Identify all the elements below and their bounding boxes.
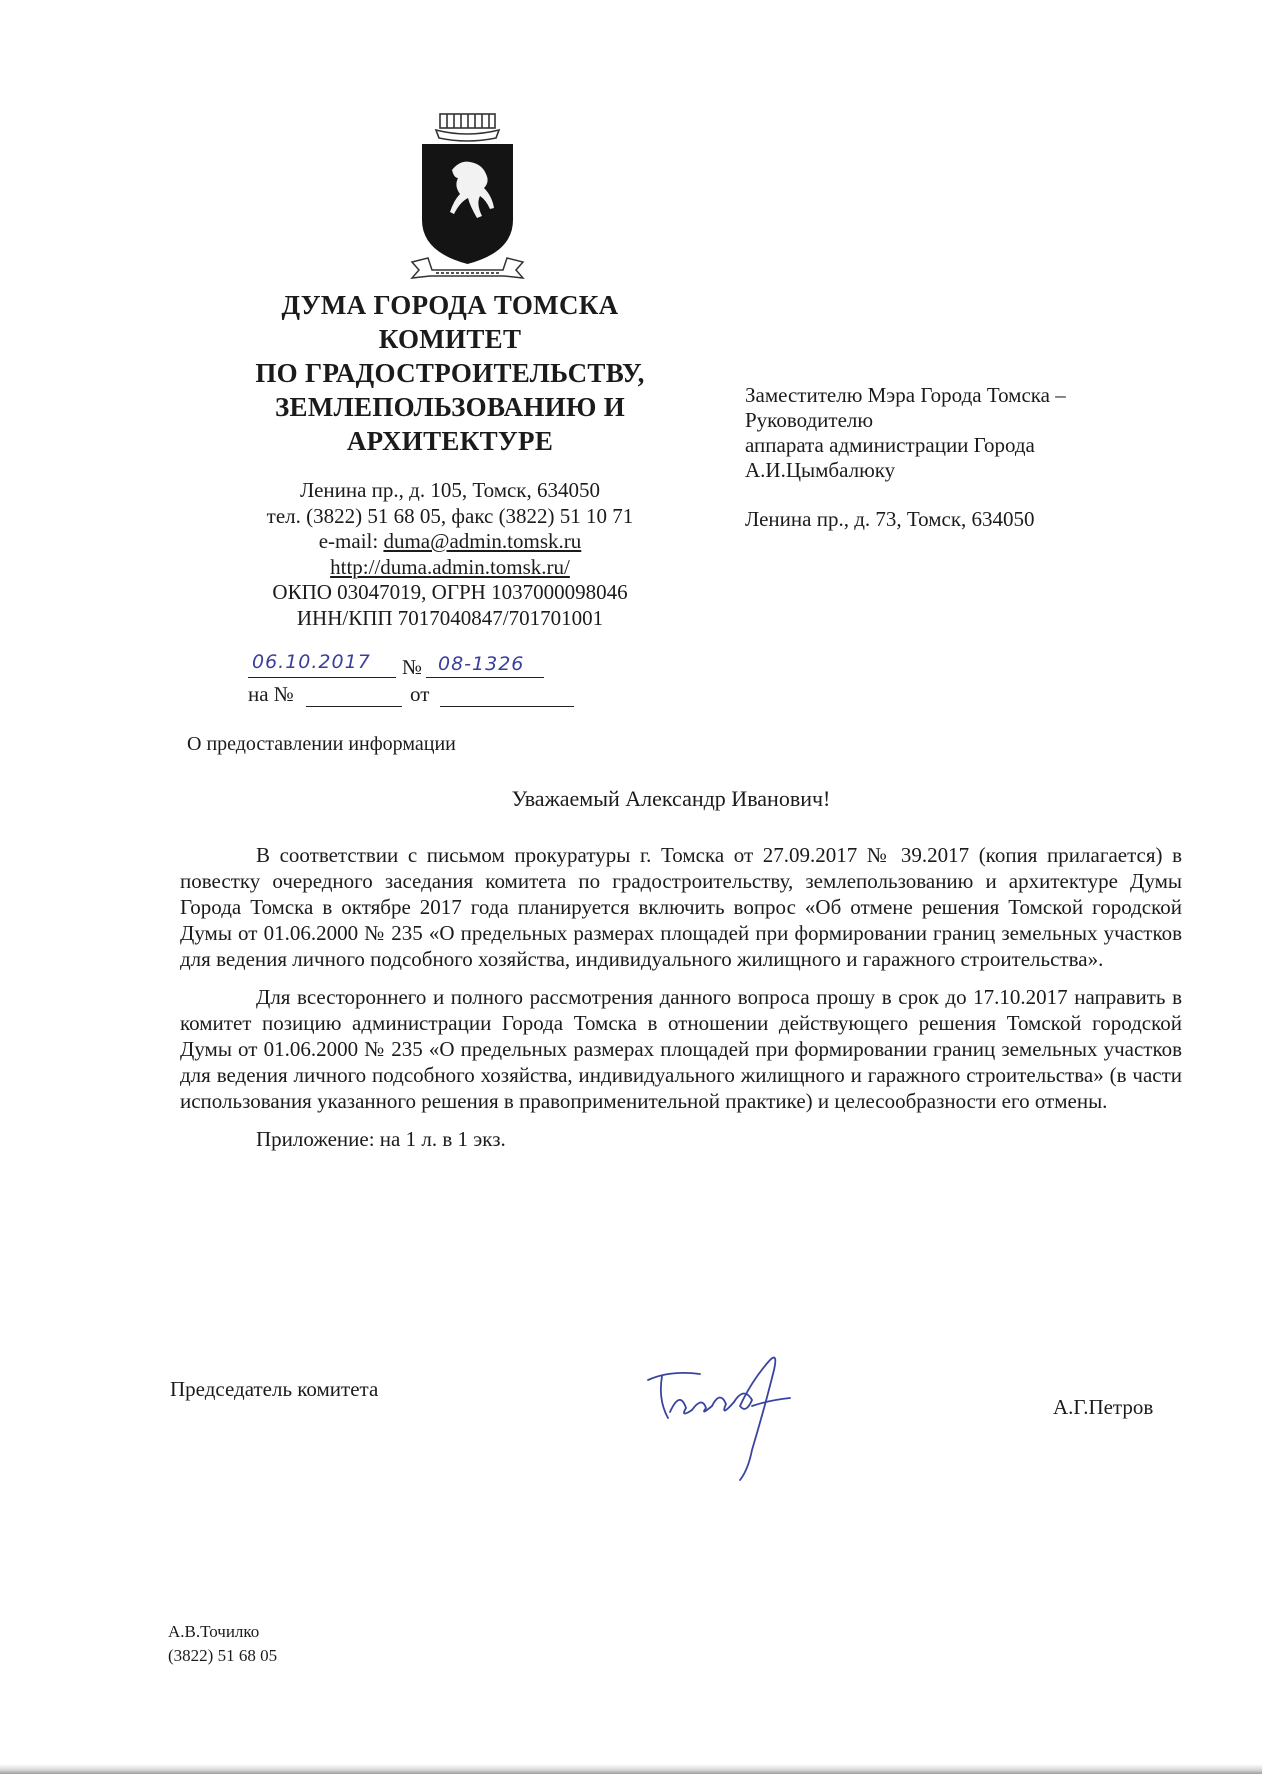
- signatory-title: Председатель комитета: [170, 1377, 379, 1401]
- email-link[interactable]: duma@admin.tomsk.ru: [383, 529, 582, 553]
- sender-email-line: [220, 529, 680, 555]
- body-paragraph: Для всестороннего и полного рассмотрения данного вопроса прошу в срок до 17.10.2017 направить в комитет позицию администрации Города Томска в отношении действующего решения Томской городской Думы от 01.06.2000 № 235 «О предельных размерах площадей при формировании границ земельных участков для ведения личного подсобного хозяйства, индивидуального жилищного и гаражного строительства» (в части использования указанного решения в правоприменительной практике) и целесообразности его отмены.: [180, 985, 1182, 1113]
- sender-block: [220, 288, 680, 631]
- org-line: ДУМА ГОРОДА ТОМСКА: [281, 290, 619, 320]
- handwritten-date: 06.10.2017: [252, 651, 371, 673]
- reply-registration: [230, 682, 650, 709]
- sender-inn-kpp: ИНН/КПП 7017040847/701701001: [296, 605, 604, 630]
- executor-name: А.В.Точилко: [168, 1622, 260, 1641]
- recipient-address: Ленина пр., д. 73, Томск, 634050: [745, 507, 1035, 531]
- signatory-name: А.Г.Петров: [1053, 1395, 1154, 1419]
- letter-body: [180, 842, 1182, 1164]
- website-link[interactable]: http://duma.admin.tomsk.ru/: [330, 554, 570, 579]
- email-label: e-mail:: [318, 529, 384, 553]
- recipient-line: Руководителю: [745, 408, 874, 432]
- organization-name: [220, 288, 680, 458]
- org-line: ЗЕМЛЕПОЛЬЗОВАНИЮ И: [274, 392, 626, 422]
- from-label: от: [410, 682, 430, 706]
- handwritten-number: 08-1326: [438, 653, 525, 675]
- reply-number-blank: [306, 684, 402, 707]
- letter-subject: О предоставлении информации: [187, 733, 456, 755]
- reply-date-blank: [440, 684, 574, 707]
- org-line: АРХИТЕКТУРЕ: [346, 426, 554, 456]
- recipient-line: аппарата администрации Города: [745, 433, 1035, 457]
- number-label: №: [402, 655, 423, 679]
- attachment-note: Приложение: на 1 л. в 1 экз.: [256, 1127, 506, 1151]
- tomsk-coat-of-arms-icon: [410, 112, 525, 280]
- org-line: КОМИТЕТ: [378, 324, 522, 354]
- sender-contacts: [220, 478, 680, 631]
- reply-label: на №: [248, 682, 294, 706]
- handwritten-signature-icon: [640, 1340, 820, 1490]
- executor-phone: (3822) 51 68 05: [168, 1646, 278, 1665]
- org-line: ПО ГРАДОСТРОИТЕЛЬСТВУ,: [255, 358, 645, 388]
- sender-phone-fax: тел. (3822) 51 68 05, факс (3822) 51 10 71: [266, 503, 634, 528]
- recipient-block: [745, 383, 1185, 532]
- registration-block: [230, 651, 650, 709]
- recipient-line: Заместителю Мэра Города Томска –: [745, 383, 1066, 407]
- sender-address: Ленина пр., д. 105, Томск, 634050: [299, 478, 601, 502]
- sender-okpo-ogrn: ОКПО 03047019, ОГРН 1037000098046: [272, 580, 628, 604]
- scan-edge-shadow: [0, 1764, 1262, 1774]
- body-paragraph: В соответствии с письмом прокуратуры г. Томска от 27.09.2017 № 39.2017 (копия прилагается) в повестку очередного заседания комитета по градостроительству, землепользованию и архитектуре Думы Города Томска в октябре 2017 года планируется включить вопрос «Об отмене решения Томской городской Думы от 01.06.2000 № 235 «О предельных размерах площадей при формировании границ земельных участков для ведения личного подсобного хозяйства, индивидуального жилищного и гаражного строительства».: [180, 843, 1182, 971]
- salutation: Уважаемый Александр Иванович!: [511, 786, 831, 811]
- executor-block: [168, 1620, 277, 1668]
- recipient-line: А.И.Цымбалюку: [745, 458, 896, 482]
- outgoing-registration: [230, 651, 650, 682]
